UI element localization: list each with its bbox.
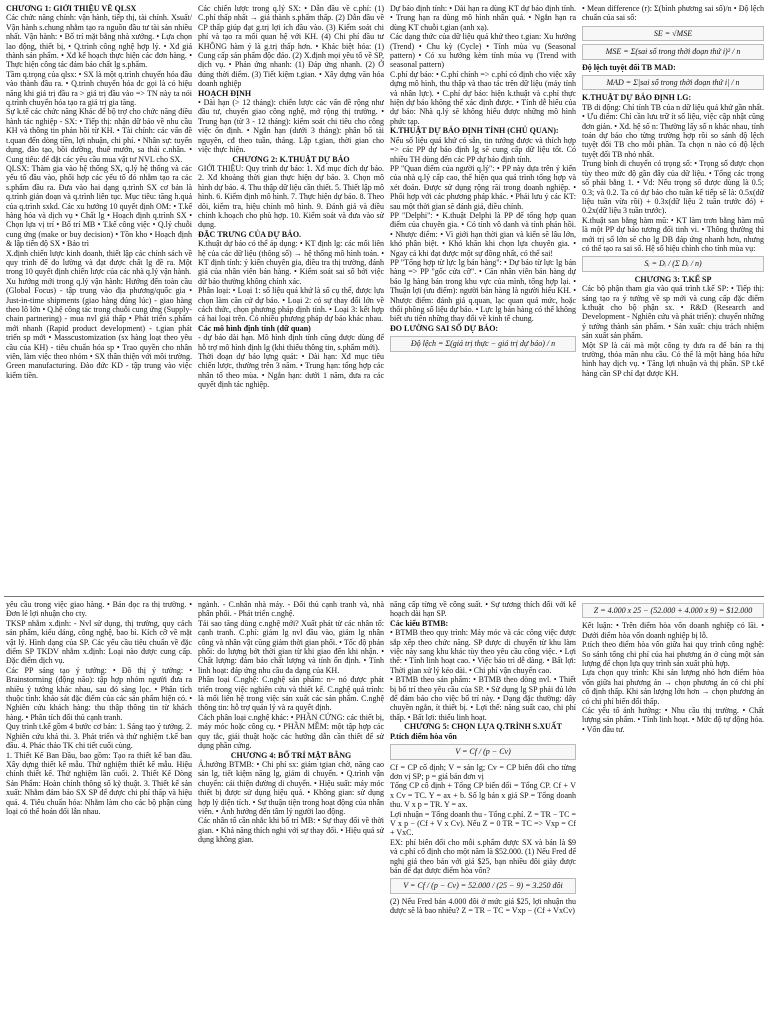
paragraph: Xu hướng mới trong q.lý vận hành: Hướng đến toàn cầu (Global Focus) - tập trung vào địa phương/quốc gia • Just-in-time shipments (giao hàng đúng lúc) - giao hàng theo lô lớn • Q.hệ công tác trong chuỗi cung ứng (Supply-chain partnering) - mua nvl giá thấp • Phát triển s.phẩm mới nhanh (Rapid product development) - t.gian phát triển sp mới • Masscustomization (sx hàng loạt theo yêu cầu của KH) - tiêu chuẩn hóa sp • Trao quyền cho nhân viên, làm việc theo nhóm • SX thân thiện với môi trường. Green manufacturing. Đào đức KD - tập trung vào việc kiếm tiền. bbox=[6, 276, 192, 380]
section-heading: Các mô hình định tính (dữ quan) bbox=[198, 323, 311, 333]
column-8 bbox=[582, 600, 764, 1020]
section-heading: ĐẶC TRƯNG CỦA DỰ BÁO. bbox=[198, 229, 302, 239]
paragraph: P.tích điểm hòa vốn bbox=[390, 731, 457, 741]
section-heading: ĐO LƯỜNG SAI SỐ DỰ BÁO: bbox=[390, 323, 499, 333]
paragraph: • Mean difference (r): Σ(bình phương sai số)/n • Độ lệch chuẩn của sai số: bbox=[582, 4, 764, 23]
mad-formula: MAD = Σ|sai số trong thời đoạn thứ i| / n bbox=[582, 75, 764, 90]
chapter-1-heading: CHƯƠNG 1: GIỚI THIỆU VỀ QLSX bbox=[6, 4, 137, 13]
column-5 bbox=[6, 600, 192, 1020]
paragraph: PP "Delphi": • K.thuật Delphi là PP để tổng hợp quan điểm của chuyên gia. • Có tính vô danh và tính phản hồi. • Nhược điểm: • Vì giới hạn thời gian và kiến sẽ lâu lớn, khó phân biệt. • Khó khăn khi chọn lựa chuyên gia. • Ngay cả khi đạt được một sự đồng nhất, có thể sai! bbox=[390, 210, 576, 258]
paragraph: • Dài hạn (> 12 tháng): chiến lược các vấn đề rộng như đầu tư, chuyển giao công nghệ, mở rộng thị trường. • Trung hạn (từ 3 - 12 tháng): kiểm soát chi tiêu cho công việc ổn định. • Ngắn hạn (dưới 3 tháng): phân bổ tài nguyên, cđ theo tuần, tháng. Lập t.gian, thời gian cho việc thực hiện. bbox=[198, 98, 384, 155]
se-formula: SE = √MSE bbox=[582, 26, 764, 41]
paragraph: Phân loại: • Loại 1: số liệu quá khứ là số cụ thể, được lựa chọn làm căn cứ dự báo. • Loại 2: có sự thay đổi lớn về cách thức, chọn phương pháp định tính. • Loại 3: kết hợp cả hai loại trên. Có nhiều phương pháp dự báo khác nhau. bbox=[198, 286, 384, 324]
section-heading: K.THUẬT DỰ BÁO ĐỊNH TÍNH (CHỦ QUAN): bbox=[390, 126, 559, 136]
paragraph: năng cấp từng về công suất. • Sự tương thích đối với kế hoạch dài hạn SP. bbox=[390, 600, 576, 619]
paragraph: Các yếu tố ảnh hưởng: • Nhu cầu thị trường. • Chất lượng sản phẩm. • Tính linh hoạt. • Mức độ tự động hóa. • Vốn đầu tư. bbox=[582, 706, 764, 734]
paragraph: PP "Tổng hợp từ lực lg bán hàng": • Dự báo từ lực lg bán hàng => PP "gốc cửa cỡ". • Căn nhân viên bán hàng dự báo lg hàng bán trong khu vực của mình, tổng hợp lại. • Thuận lợi (ưu điểm): người bán hàng là người hiểu KH. • Nhược điểm: đánh giá q.quan, lạc quan quá mức, hoặc thổi phồng số liệu dự báo. • Lực lg bán hàng có thể không biết ưu tiên những thay đổi về kinh tế chung. bbox=[390, 257, 576, 324]
paragraph: Lựa chọn quy trình: Khi sản lượng nhỏ hơn điểm hòa vốn giữa hai phương án → chọn phương án có chi phí cố định thấp. Khi sản lượng lớn hơn → chọn phương án có chi phí biến đổi thấp. bbox=[582, 668, 764, 706]
chapter-3-heading: CHƯƠNG 3: T.KẾ SP bbox=[634, 274, 712, 284]
paragraph: Ả.hưởng BTMB: • Chi phí sx: giảm tgian chờ, năng cao sản lg, tiết kiệm năng lg, giảm di chuyển. • Q.trình vận chuyển: cải thiện đường di chuyển. • Hiệu suất: máy móc thiết bị được sử dụng hiệu quả. • Không gian: sử dụng hợp lý diện tích. • Sự thuận tiện trong hoạt động của nhân viên. • Ảnh hưởng đến tâm lý người lao động. bbox=[198, 759, 384, 816]
paragraph: • BTMB theo quy trình: Máy móc và các công việc được sắp xếp theo chức năng. SP được di chuyển từ khu làm việc này sang khu khác tùy theo yêu cầu công việc. • Lợi thế: • Tính linh hoạt cao. • Việc bảo trì dễ dàng. • Bất lợi: Thời gian xử lý kéo dài. • Chi phí vận chuyển cao. bbox=[390, 628, 576, 675]
paragraph: Trung bình di chuyển có trọng số: • Trọng số được chọn tùy theo mức độ gần đây của dữ liệu. • Tổng các trọng số phải bằng 1. • Vd: Nếu trọng số được dùng là 0.5; 0.3; và 0.2. Ta có dự báo cho tuần kế tiếp sẽ là: 0.5x(dữ liệu tuần vừa rồi) + 0.3x(dữ liệu 2 tuần trước đó) + 0.2x(dữ liệu 3 tuần trước). bbox=[582, 159, 764, 216]
paragraph: • BTMB theo sản phẩm: • BTMB theo dòng nvl. • Thiết bị bố trí theo yêu cầu của SP. • Sử dụng lg SP phải đủ lớn để đảm bảo cho việc bố trí này. • Dạng đặc thường: dây chuyền ngắn, ít thiết bị. • Lợi thế: năng suất cao, chi phí thấp. • Bất lợi: thiếu linh hoạt. bbox=[390, 675, 576, 722]
column-1 bbox=[6, 4, 192, 594]
paragraph: Độ lệch tuyệt đối TB MAD: bbox=[582, 62, 676, 72]
paragraph: Các PP sáng tạo ý tưởng: • Đồ thị ý tưởng: • Brainstorming (động não): tập hợp nhóm người đưa ra nhiều ý tưởng khác nhau, sau đó sàng lọc. • Phân tích thuộc tính: khảo sát đặc điểm của các sản phẩm hiện có. • Nghiên cứu khách hàng: thu thập thông tin từ khách hàng. • Phân tích đối thủ cạnh tranh. bbox=[6, 665, 192, 722]
paragraph: QLSX: Thàm gia vào hệ thống SX, q.lý hệ thống và các yếu tố đầu vào, phối hợp các yếu tố đó nhằm tạo ra các s.phẩm đầu ra. Đưa vào hai dạng q.trình SX cơ bản là q.trình gián đoạn và q.trình liên tục. Mục tiêu: tăng h.quả của q.trình sxkd. Các xu hướng 10 quyết định OM: • T.kế hàng hóa và dịch vụ • Chất lg • Hoạch định q.trình SX • Chọn lựa vị trí • Bố trí MB • T.kế công việc • Q.lý chuỗi cung ứng (make or buy decision) • Tồn kho • Hoạch định & lập tiến độ SX • Bảo trì bbox=[6, 163, 192, 249]
example-formula: V = Cf / (p − Cv) = 52.000 / (25 − 9) = 3.250 đôi bbox=[390, 878, 576, 893]
paragraph: TKSP nhằm x.định: - Nvl sử dụng, thị trường, quy cách sản phẩm, kiểu dáng, công nghệ, bao bì. Kích cỡ về mặt vật lý. Hình dạng của SP. Các yếu cầu tiêu chuẩn về đặc điểm SP TKDV nhằm x.định: Loại nào được cung cấp. Đặc điểm dịch vụ. bbox=[6, 618, 192, 666]
paragraph: 1. Thiết Kế Ban Đầu, bao gồm: Tạo ra thiết kế ban đầu. Xây dựng thiết kế mẫu. Thử nghiệm thiết kế mẫu. Hiệu chỉnh thiết kế. Thử nghiệm lần cuối. 2. Thiết Kế Dòng Sản Phẩm: Hoàn chỉnh thông số kỹ thuật. 3. Thiết kế sản xuất: Nhằm đảm bảo SX SP để được chi phí thấp và hiệu quả. 4. Tiêu chuẩn hóa: Nhằm làm cho các bộ phận cùng loại có thể hoán đổi lẫn nhau. bbox=[6, 750, 192, 816]
paragraph: Tầm q.trọng của qlsx: • SX là một q.trình chuyển hóa đầu vào thành đầu ra. • Q.trình chuyển hóa đc gọi là có hiệu năng khi giá trị đầu ra > giá trị đầu vào => TN này ta nói q.trình chuyển hóa tạo ra giá trị gia tăng. bbox=[6, 69, 192, 108]
paragraph: P.tích theo điểm hòa vốn giữa hai quy trình công nghệ: So sánh tổng chi phí của hai phương án ở cùng một sản lượng để chọn lựa quy trình sản xuất phù hợp. bbox=[582, 640, 764, 669]
section-heading: K.THUẬT DỰ BÁO ĐỊNH LG: bbox=[582, 93, 692, 103]
section-heading: Các kiểu BTMB: bbox=[390, 618, 449, 628]
paragraph: Thời đoạn dự báo lựng quát: • Dài hạn: Xđ mục tiêu chiến lược, thường trên 3 năm. • Trung hạn: tổng hợp các nhân tố theo mùa. • Ngắn hạn: dưới 1 năm, đưa ra các quyết định tác nghiệp. bbox=[198, 352, 384, 390]
section-heading: HOẠCH ĐỊNH bbox=[198, 88, 252, 98]
paragraph: X.định chiến lược kinh doanh, thiết lập các chính sách về quy trình để đo lường và đạt được chất lg đề ra. Một trong 10 quyết định chiến lược của các nhà q.lý vận hành. bbox=[6, 248, 192, 277]
paragraph: C.phí dự báo: • C.phí chính => c.phí có định cho việc xây dựng mô hình, thu thập và thao tác trên dữ liệu (máy tính và nhân lực). • C.phí dự báo: hiện k.thuật và c.phí thực hiện dự báo không thể xác định được. • Tính dễ hiểu của dự báo: Nhà q.lý sẽ không hiểu được những mô hình phức tạp. bbox=[390, 69, 576, 126]
paragraph: GIỚI THIỆU: Quy trình dự báo: 1. Xđ mục đích dự báo. 2. Xđ khoảng thời gian thực hiện dự báo. 3. Chọn mô hình dự báo. 4. Thu thập dữ liệu cần thiết. 5. Thiết lập mô hình. 6. Kiểm định mô hình. 7. Thực hiện dự báo. 8. Theo dõi, kiểm tra, hiệu chỉnh mô hình. 9. Đánh giá và điều chỉnh k.hoạch cho phù hợp. 10. Kiểm soát và đưa vào sử dụng. bbox=[198, 163, 384, 230]
paragraph: - dự báo dài hạn. Mô hình định tính cũng được dùng để hỗ trợ mô hình định lg (khi thiếu thông tin, s.phẩm mới). bbox=[198, 333, 384, 352]
paragraph: (2) Nếu Fred bán 4.000 đôi ở mức giá $25, lợi nhuận thu được sẽ là bao nhiêu? Z = TR − TC = Vxp − (Cf + VxCv) bbox=[390, 896, 576, 916]
paragraph: Cách phân loại c.nghệ khác: • PHẦN CỨNG: các thiết bị, máy móc hoặc công cụ. • PHẦN MỀM: một tập hợp các quy tắc, giải thuật hoặc các hướng dẫn cần thiết để sử dụng phần cứng. bbox=[198, 712, 384, 751]
paragraph: Lợi nhuận = Tổng doanh thu - Tổng c.phí. Z = TR − TC = V x p − (Cf + V x Cv). Nếu Z = 0 TR = TC => Vxp = Cf + VxC. bbox=[390, 809, 576, 838]
paragraph: Tái sao tăng dùng c.nghệ mới? Xuất phát từ các nhân tố: cạnh tranh. C.phí: giảm lg nvl đầu vào, giảm lg nhân công và nhân vật cũng giảm thời gian phối. • Tốc độ phản phối: do lượng bớt thời gian từ khi giao đến khi nhận. • Chất lượng: đảm bảo chất lượng và tính ổn định. • Tính linh hoạt: đáp ứng nhu cầu đa dạng của KH. bbox=[198, 618, 384, 675]
paragraph: Cf = CP cố định; V = sản lg; Cv = CP biến đổi cho từng đơn vị SP; p = giá bán đơn vị bbox=[390, 762, 576, 781]
paragraph: TB di động: Chỉ tính TB của n dữ liệu quá khứ gần nhất. • Ưu điểm: Chỉ cần lưu trữ ít số liệu, việc cập nhật cũng đơn giản. • Xđ. hệ số n: Thường lấy số n khác nhau, tính toán dự báo cho từng trường hợp rồi so sánh độ lệch tuyệt đối TB cho mỗi phần. Ta chọn n nào có độ lệch tuyệt đối TB nhỏ nhất. bbox=[582, 102, 764, 159]
chapter-5-heading: CHƯƠNG 5: CHỌN LỰA Q.TRÌNH S.XUẤT bbox=[404, 722, 562, 732]
paragraph: Phân loại C.nghệ: C.nghệ sản phẩm: n~ nó được phát triển trong việc nghiên cứu và thiết kế. C.nghệ quá trình: là mối liên hệ trong việc sản xuất các sản phẩm. C.nghệ thông tin: hỗ trợ quản lý và ra quyết định. bbox=[198, 675, 384, 713]
column-6 bbox=[198, 600, 384, 1020]
section-divider bbox=[4, 596, 764, 597]
chapter-4-heading: CHƯƠNG 4: BỐ TRÍ MẶT BẰNG bbox=[230, 750, 352, 760]
paragraph: Một SP là cái mà một công ty đưa ra để bán ra thị trường, thỏa mãn nhu cầu. Có thể là một hàng hóa hữu hình hay dịch vụ. • Tăng lợi nhuận và thị phần. SP t.kế hàng cần SP chỉ đạt được KH. bbox=[582, 340, 764, 378]
seasonal-index-formula: Sᵢ = Dᵢ / (Σ Dᵢ / n) bbox=[582, 256, 764, 271]
paragraph: Các chiến lược trong q.lý SX: • Dẫn đầu về c.phí: (1) C.phí thấp nhất → giá thành s.phẩm thấp. (2) Dẫn đầu về CP thấp giúp đạt g.trị lợi ích đầu vào. (3) Kiểm soát chi phí và tạo ra mối quan hệ với KH. (4) Chi phí đầu tư KHÔNG hàm ý là g.trị thấp hơn. • Khác biệt hóa: (1) Cung cấp sản phẩm độc đáo. (2) X.định mọi yêu tố về SP, dịch vụ. • Phản ứng nhanh: (1) Đáp ứng nhanh. (2) Ở đúng thời điểm. (3) Tiết kiệm t.gian. • Xây dựng văn hóa doanh nghiệp bbox=[198, 4, 384, 89]
mse-formula: MSE = Σ(sai số trong thời đoạn thứ i)² / n bbox=[582, 44, 764, 59]
paragraph: Kết luận: • Trên điểm hòa vốn doanh nghiệp có lãi. • Dưới điểm hòa vốn doanh nghiệp bị lỗ. bbox=[582, 621, 764, 640]
profit-formula: Z = 4.000 x 25 − (52.000 + 4.000 x 9) = $12.000 bbox=[582, 603, 764, 618]
column-7 bbox=[390, 600, 576, 1020]
paragraph: Tổng CP cố định + Tổng CP biến đổi = Tổng CP. Cf + V x Cv = TC. Y = ax + b. Số lg bán x giá SP = Tổng doanh thu. V x p = TR. Y = ax. bbox=[390, 781, 576, 810]
paragraph: ngành. - C.nhân nhà máy. - Đối thủ cạnh tranh và, nhà phân phối. - Phát triển c.nghệ. bbox=[198, 600, 384, 619]
paragraph: Sự k.tế các chức năng Khác để bộ trợ cho chức năng điều hành tác nghiệp - SX: • Tiếp thị: nhận dữ báo về nhu cầu KH và thông tin phản hồi từ KH. • Tài chính: các vấn đề t.quan đến dòng tiền, lợi nhuận, chi phí. • Nhân sự: tuyển dụng, đào tạo, bồi dưỡng, thuê mướn, sa thải c.nhân. • Cung tiêu: để đặt các yêu cầu mua vật tư NVL cho SX. bbox=[6, 107, 192, 164]
paragraph: EX: phí biến đổi cho mỗi s.phẩm được SX và bán là $9 và c.phí cố định cho một năm là $52.000. (1) Nếu Fred để nghị giá theo bán với giá $25, bạn nhiều đôi giày được bán để đạt được điểm hòa vốn? bbox=[390, 837, 576, 875]
paragraph: Các dạng thức của dữ liệu quá khứ theo t.gian: Xu hướng (Trend) • Chu kỳ (Cycle) • Tính mùa vụ (Seasonal pattern) • Có xu hướng kèm tính mùa vụ (Trend with seasonal pattern) bbox=[390, 32, 576, 70]
paragraph: Các chức năng chính: vận hành, tiếp thị, tài chính. Xsuất/ Vận hành s.chung nhằm tạo ra nguồn đầu tư tài sản nhiều nhất. Vận hành: • Bố trí mặt bằng nhà xưởng. • Lựa chọn lao động, thiết bị, • Q.trình công nghệ hợp lý. • Xđ giá thành sản phẩm. • Xđ kế hoạch thực hiện các đơn hàng. • Thực hiện công tác đảm bảo chất lg s.phẩm. bbox=[6, 13, 192, 70]
breakeven-formula: V = Cf / (p − Cv) bbox=[390, 744, 576, 759]
column-4 bbox=[582, 4, 764, 594]
paragraph: Các nhân tố cần nhắc khi bố trí MB: • Sự thay đổi về thời gian. • Khả năng thích nghi với sự thay đổi. • Hiệu quả sử dụng không gian. bbox=[198, 816, 384, 845]
chapter-2-heading: CHƯƠNG 2: K.THUẬT DỰ BÁO bbox=[232, 154, 350, 164]
column-2 bbox=[198, 4, 384, 594]
paragraph: Các bộ phận tham gia vào quá trình t.kế SP: • Tiếp thị: sáng tạo ra ý tưởng về sp mới và cung cấp đặc điểm k.thuật cho bộ phận sx. • R&D (Research and Development - Nghiên cứu và phát triển): chuyển những ý tưởng thành sản phẩm. • Sản xuất: chịu trách nhiệm sản xuất sản phẩm. bbox=[582, 284, 764, 341]
paragraph: K.thuật dự báo có thể áp dụng: • KT định lg: các mối liên hệ của các dữ liệu (thông số) → hệ thống mô hình toán. • KT định tính: ý kiến chuyên gia, điều tra thị trường, đánh giá của nhân viên bán hàng. • Kiểm soát sai số bởi việc dữ báo thường không chính xác. bbox=[198, 239, 384, 286]
paragraph: PP "Quan điểm của người q.lý": • PP này dựa trên ý kiến của nhà q.lý cấp cao, thể hiện qua quá trình tổng hợp và xét đoán. Được sử dụng rộng rãi trong doanh nghiệp. • Phối hợp với các phương pháp khác. • Phải lưu ý các KT: sau một thời gian sẽ đánh giá, điều chỉnh. bbox=[390, 163, 576, 211]
paragraph: K.thuật san bằng hàm mũ: • KT làm trơn bằng hàm mũ là một PP dự báo tương đối tinh vi. • Thông thường thì mới trị số lớn sẽ cho lg DB đáp ứng nhanh hơn, nhưng có thể tạo ra sai số. Hệ số hiệu chỉnh cho tính mùa vụ: bbox=[582, 215, 764, 253]
paragraph: Quy trình t.kế gồm 4 bước cơ bản: 1. Sáng tạo ý tưởng. 2. Nghiên cứu khả thi. 3. Phát triển và thử nghiệm t.kế ban đầu. 4. Phác thảo TK chi tiết cuối cùng. bbox=[6, 722, 192, 751]
column-3 bbox=[390, 4, 576, 594]
paragraph: Dự báo định tính: • Dài hạn ra dùng KT dự báo định tính. • Trung hạn ra dùng mô hình nhân quả. • Ngắn hạn ra dùng KT chuỗi t.gian (anh xạ). bbox=[390, 4, 576, 32]
bias-formula: Độ lệch = Σ(giá trị thực − giá trị dự báo) / n bbox=[390, 336, 576, 351]
paragraph: yêu cầu trong việc giao hàng. • Bản đọc ra thị trường. • Đơn lẻ lợi nhuận cho cty. bbox=[6, 600, 192, 619]
paragraph: Nếu số liệu quá khứ có sẵn, tin tưởng được và thích hợp => các PP dự báo định lg sẽ cung cấp dữ liệu tốt. Có nhiều TH dùng đến các PP dự báo định tính. bbox=[390, 135, 576, 164]
